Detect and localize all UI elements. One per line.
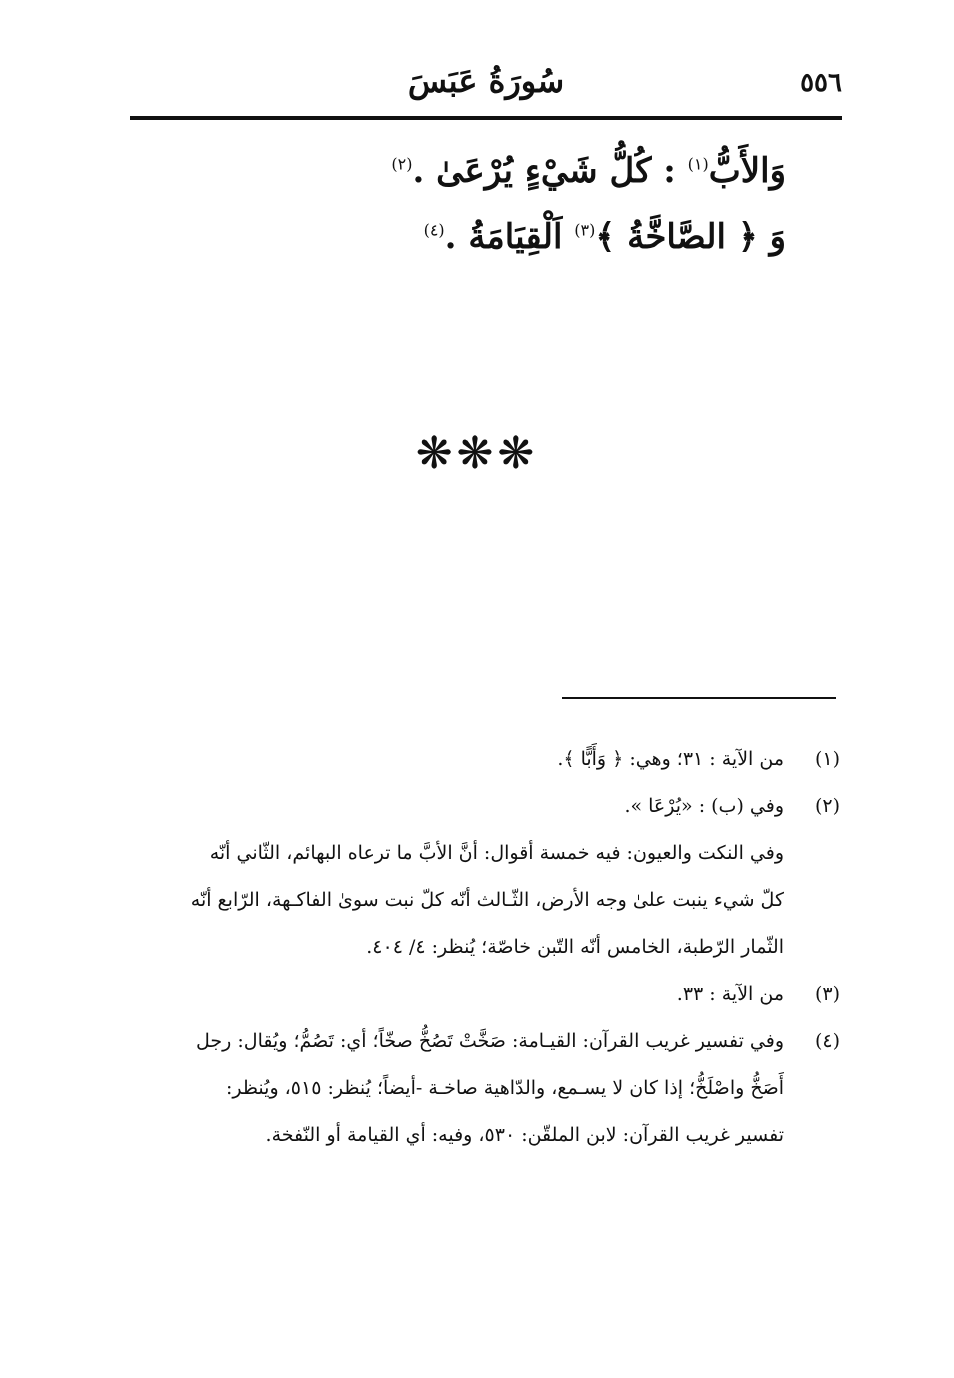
footnote-number: (٢) xyxy=(814,795,840,817)
header-rule xyxy=(130,116,842,120)
page-header xyxy=(130,58,842,116)
footnote-ref-2[interactable]: (٢) xyxy=(391,154,413,174)
section-separator: ❋❋❋ xyxy=(415,428,539,479)
footnote-2-paragraph xyxy=(118,830,840,971)
footnote-1 xyxy=(118,736,840,783)
footnote-line: تفسير غريب القرآن: لابن الملقّن: ٥٣٠، وفيه: أي القيامة أو النّفخة. xyxy=(265,1124,784,1146)
footnote-number: (٣) xyxy=(814,983,840,1005)
footnote-line: وفي تفسير غريب القرآن: القيـامة: صَخَّتْ تَصُخُّ صخّاً؛ أي: تَصُمُّ؛ ويُقال: رجل xyxy=(196,1030,784,1052)
footnote-line: أَصَخُّ واصْلَخُّ؛ إذا كان لا يسـمع، والدّاهية صاخـة -أيضاً؛ يُنظر: ٥١٥، ويُنظر: xyxy=(225,1077,784,1099)
footnote-line: وفي النكت والعيون: فيه خمسة أقوال: أنَّ الأبَّ ما ترعاه البهائم، الثّاني أنّه xyxy=(209,842,784,864)
footnote-text: من الآية : ٣١؛ وهي: ﴿ وَأَبًّا ﴾. xyxy=(557,748,784,770)
footnote-4-continuation xyxy=(118,1065,840,1159)
main-line-2 xyxy=(226,204,786,270)
footnote-number: (١) xyxy=(814,748,840,770)
footnote-3 xyxy=(118,971,840,1018)
footnote-text: وفي (ب) : «يُرْعَا ». xyxy=(624,795,784,817)
main-text xyxy=(226,138,786,270)
footnote-2 xyxy=(118,783,840,830)
footnote-number: (٤) xyxy=(814,1030,840,1052)
footnote-text: من الآية : ٣٣. xyxy=(676,983,784,1005)
footnote-rule xyxy=(562,697,836,699)
footnote-4 xyxy=(118,1018,840,1065)
main-line-1-text: : كُلُّ شَيْءٍ يُرْعَىٰ . xyxy=(412,151,688,191)
footnote-ref-3[interactable]: (٣) xyxy=(574,220,596,240)
footnote-ref-4[interactable]: (٤) xyxy=(423,220,445,240)
footnotes xyxy=(118,736,840,1159)
surah-title: سُورَةُ عَبَسَ xyxy=(407,62,565,100)
page-number: ٥٥٦ xyxy=(800,68,842,98)
main-line-2-text: وَ ﴿ الصَّاخَّةُ ﴾ xyxy=(595,217,786,257)
word-al-qiyamah: اَلْقِيَامَةُ . xyxy=(444,217,575,257)
word-al-abb: وَالأَبُّ xyxy=(708,151,786,191)
footnote-line: كلّ شيء ينبت علىٰ وجه الأرض، الثّـالث أنّه كلّ نبت سوىٰ الفاكـهة، الرّابع أنّه xyxy=(190,889,784,911)
footnote-ref-1[interactable]: (١) xyxy=(687,154,709,174)
footnote-line: الثّمار الرّطبة، الخامس أنّه التّبن خاصّة؛ يُنظر: ٤/ ٤٠٤. xyxy=(366,936,784,958)
main-line-1 xyxy=(226,138,786,204)
